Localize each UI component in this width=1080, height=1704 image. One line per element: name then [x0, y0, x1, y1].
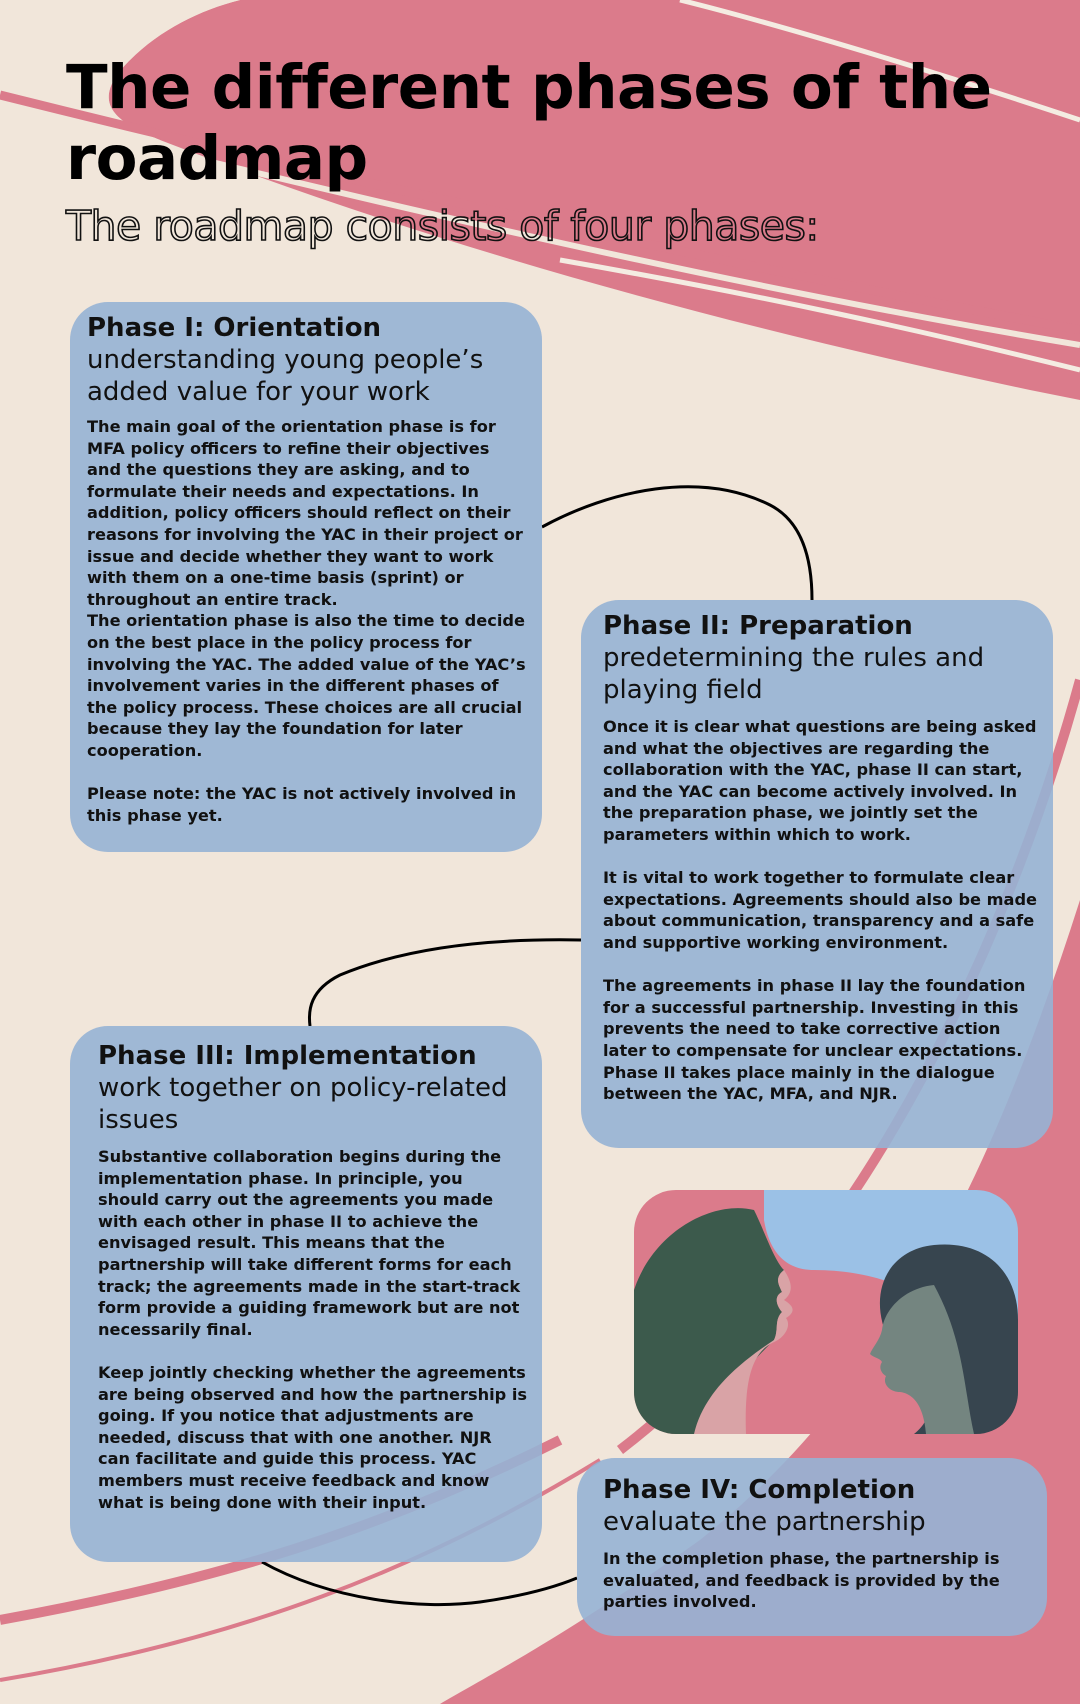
page-title: The different phases of the roadmap [66, 52, 992, 194]
phase-4-card [577, 1458, 1047, 1636]
phase-2-paragraph-2: It is vital to work together to formulate clear expectations. Agreements should also be made about communication, transparency and a safe and supportive working environment. [603, 868, 1038, 952]
phase-1-heading: Phase I: Orientation [87, 313, 382, 343]
phase-1-paragraph-2: The orientation phase is also the time to decide on the best place in the policy process for involving the YAC. The added value of the YAC’s involvement varies in the different phases of the policy process. These choices are all crucial because they lay the foundation for later cooperation. [87, 611, 526, 760]
phase-3-heading: Phase III: Implementation [98, 1041, 477, 1071]
phase-1-paragraph-1: The main goal of the orientation phase is for MFA policy officers to refine their objectives and the questions they are asking, and to formulate their needs and expectations. In addition, policy officers should reflect on their reasons for involving the YAC in their project or issue and decide whether they want to work with them on a one-time basis (sprint) or throughout an entire track. [87, 417, 523, 609]
phase-4-paragraph-1: In the completion phase, the partnership is evaluated, and feedback is provided by the parties involved. [603, 1549, 1000, 1612]
phase-2-subheading: predetermining the rules and playing field [603, 643, 985, 705]
phase-2-card [581, 600, 1053, 1148]
page-subtitle: The roadmap consists of four phases: [66, 202, 819, 250]
phase-3-paragraph-1: Substantive collaboration begins during the implementation phase. In principle, you should carry out the agreements you made with each other in phase II to achieve the envisaged result. This means that the partnership will take different forms for each track; the agreements made in the start-track form provide a guiding framework but are not necessarily final. [98, 1147, 521, 1339]
phase-4-subheading: evaluate the partnership [603, 1507, 926, 1537]
phase-2-paragraph-3: The agreements in phase II lay the foundation for a successful partnership. Investing in this prevents the need to take corrective action later to compensate for unclear expectations. Phase II takes place mainly in the dialogue between the YAC, MFA, and NJR. [603, 976, 1026, 1104]
phase-2-heading: Phase II: Preparation [603, 611, 913, 641]
phase-3-paragraph-2: Keep jointly checking whether the agreements are being observed and how the partnership is going. If you notice that adjustments are needed, discuss that with one another. NJR can facilitate and guide this process. YAC members must receive feedback and know what is being done with their input. [98, 1362, 528, 1512]
phase-3-card [70, 1026, 542, 1562]
phase-1-subheading: understanding young people’s added value for your work [87, 345, 484, 407]
two-faces-illustration [634, 1190, 1018, 1434]
phase-2-paragraph-1: Once it is clear what questions are being asked and what the objectives are regarding the collaboration with the YAC, phase II can start, and the YAC can become actively involved. In the preparation phase, we jointly set the parameters within which to work. [603, 717, 1037, 844]
phase-1-paragraph-3: Please note: the YAC is not actively involved in this phase yet. [87, 784, 517, 825]
phase-4-heading: Phase IV: Completion [603, 1475, 916, 1505]
phase-1-card [70, 302, 542, 852]
phase-3-subheading: work together on policy-related issues [98, 1073, 508, 1135]
